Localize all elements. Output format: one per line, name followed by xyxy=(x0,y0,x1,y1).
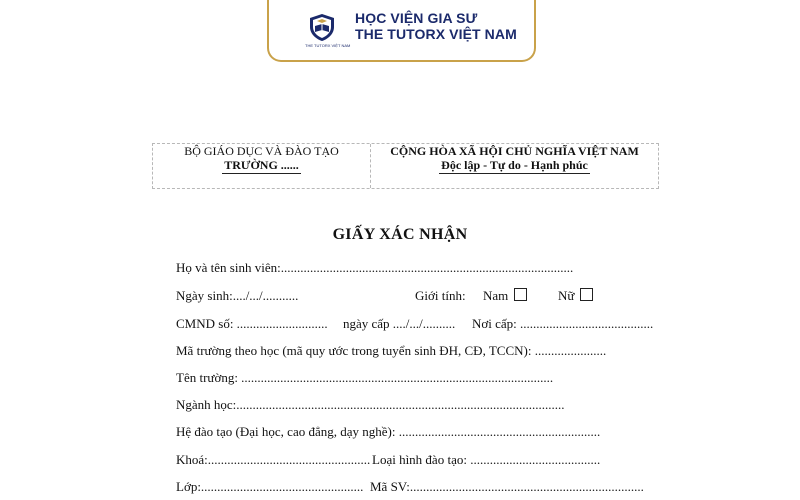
row-class-id xyxy=(176,479,646,495)
brand-banner xyxy=(267,0,536,62)
logo-caption: THE TUTORX VIỆT NAM xyxy=(305,43,351,48)
row-dob-gender xyxy=(176,288,646,304)
school-placeholder: TRƯỜNG ...... xyxy=(224,158,299,172)
field-student-name[interactable]: Họ và tên sinh viên:.......................................................................................... xyxy=(176,260,574,275)
national-motto: Độc lập - Tự do - Hạnh phúc xyxy=(441,158,588,172)
brand-name-line2: THE TUTORX VIỆT NAM xyxy=(355,26,517,42)
country-name: CỘNG HÒA XÃ HỘI CHỦ NGHĨA VIỆT NAM xyxy=(390,144,639,158)
gender-female-checkbox[interactable] xyxy=(580,288,593,301)
field-student-id[interactable]: Mã SV:........................................................................ xyxy=(370,479,644,494)
field-school-name[interactable]: Tên trường: ................................................................................................ xyxy=(176,370,554,385)
field-id-number[interactable]: CMND số: ............................ xyxy=(176,316,328,331)
gender-female-label: Nữ xyxy=(558,288,575,303)
ministry-name: BỘ GIÁO DỤC VÀ ĐÀO TẠO xyxy=(184,144,339,158)
field-cohort[interactable]: Khoá:.................................................. xyxy=(176,452,371,467)
row-cohort-type xyxy=(176,452,646,468)
field-class[interactable]: Lớp:.................................................. xyxy=(176,479,364,494)
field-issue-date[interactable]: ngày cấp ..../.../.......... xyxy=(343,316,456,331)
shield-book-icon xyxy=(307,12,337,42)
gender-label: Giới tính: xyxy=(415,288,466,303)
field-issue-place[interactable]: Nơi cấp: ......................................... xyxy=(472,316,654,331)
field-program[interactable]: Hệ đào tạo (Đại học, cao đẳng, dạy nghề): .............................................................. xyxy=(176,424,601,439)
field-training-type[interactable]: Loại hình đào tạo: ........................................ xyxy=(372,452,601,467)
field-school-code[interactable]: Mã trường theo học (mã quy ước trong tuyển sinh ĐH, CĐ, TCCN): ...................... xyxy=(176,343,607,358)
gender-female-option xyxy=(558,288,593,304)
document-title: GIẤY XÁC NHẬN xyxy=(332,226,468,243)
gender-male-option xyxy=(483,288,527,304)
brand-name-line1: HỌC VIỆN GIA SƯ xyxy=(355,10,478,26)
row-id-card xyxy=(176,316,654,332)
field-major[interactable]: Ngành học:..................................................................................................... xyxy=(176,397,565,412)
document-header xyxy=(152,143,659,189)
gender-male-label: Nam xyxy=(483,288,509,303)
gender-male-checkbox[interactable] xyxy=(514,288,527,301)
field-dob[interactable]: Ngày sinh:..../.../........... xyxy=(176,288,299,303)
